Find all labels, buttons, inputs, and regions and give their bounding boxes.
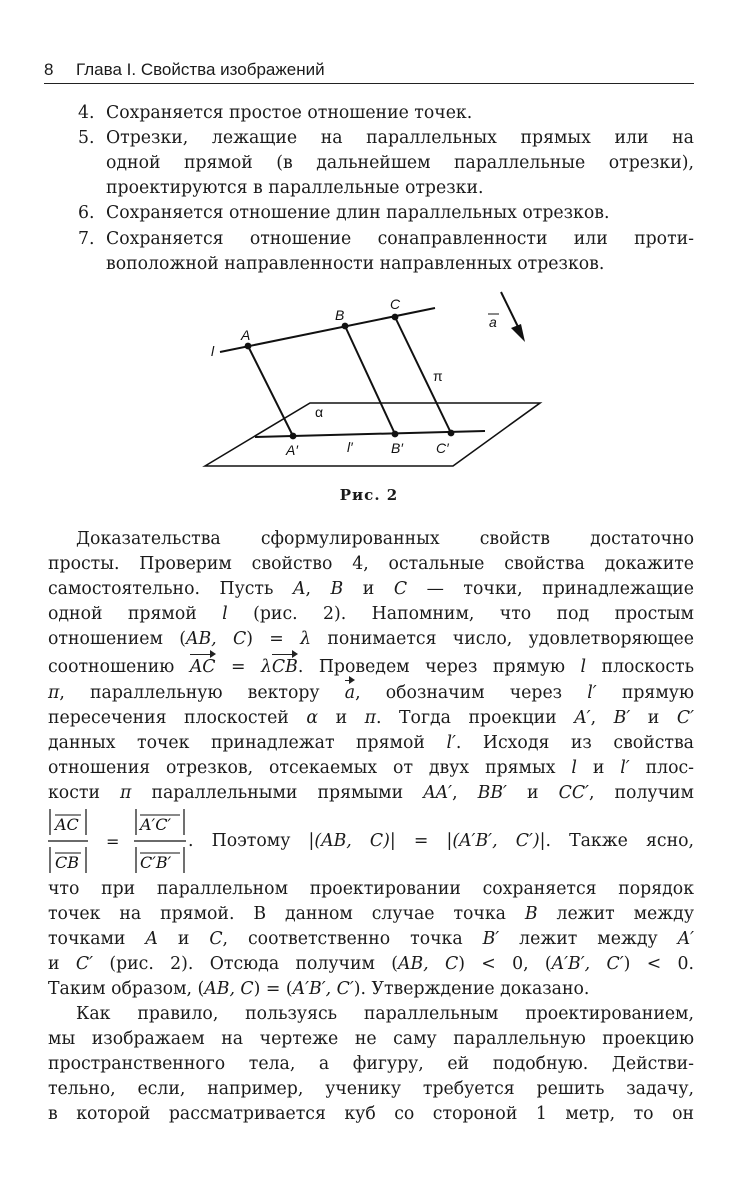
- line-l: [220, 308, 435, 352]
- list-item-5-line: проектируются в параллельные отрезки.: [106, 178, 484, 198]
- paragraph-line: пространственного тела, а фигуру, ей подобную. Действи-: [48, 1054, 694, 1074]
- projection-AA: [248, 346, 293, 436]
- paragraph-line: точек на прямой. В данном случае точка B лежит между: [48, 904, 694, 924]
- label-pi: π: [433, 368, 443, 384]
- list-item-5-line: Отрезки, лежащие на параллельных прямых или на: [106, 128, 694, 148]
- label-l-prime: l′: [347, 439, 353, 455]
- label-l: l: [211, 343, 215, 359]
- paragraph-line: просты. Проверим свойство 4, остальные свойства докажите: [48, 554, 694, 574]
- point-C: [392, 314, 399, 321]
- list-item-7-line: воположной направленности направленных отрезков.: [106, 254, 605, 274]
- paragraph-line: соотношению AC = λCB. Проведем через прямую l плоскость: [48, 657, 694, 677]
- list-number: 7.: [78, 229, 95, 249]
- paragraph-line: кости π параллельными прямыми AA′, BB′ и CC′, получим: [48, 783, 694, 803]
- list-item-6-line: Сохраняется отношение длин параллельных отрезков.: [106, 203, 610, 223]
- label-alpha: α: [315, 404, 324, 420]
- paragraph-line: пересечения плоскостей α и π. Тогда проекции A′, B′ и C′: [48, 708, 694, 728]
- running-header: [44, 60, 694, 82]
- paragraph-line: π, параллельную вектору a, обозначим через l′ прямую: [48, 683, 694, 703]
- paragraph-line: самостоятельно. Пусть A, B и C — точки, принадлежащие: [48, 579, 694, 599]
- paragraph-line: данных точек принадлежат прямой l′. Исходя из свойства: [48, 733, 694, 753]
- paragraph-line: точками A и C, соответственно точка B′ лежит между A′: [48, 929, 694, 949]
- list-number: 5.: [78, 128, 95, 148]
- point-C-prime: [448, 430, 455, 437]
- paragraph-line: Таким образом, (AB, C) = (A′B′, C′). Утверждение доказано.: [48, 979, 590, 999]
- list-number: 4.: [78, 103, 95, 123]
- paragraph-line: Доказательства сформулированных свойств достаточно: [76, 529, 694, 549]
- numerator-AC: AC: [55, 815, 79, 834]
- paragraph-line: мы изображаем на чертеже не саму параллельную проекцию: [48, 1029, 694, 1049]
- paragraph-line: отношения отрезков, отсекаемых от двух прямых l и l′ плос-: [48, 758, 694, 778]
- figure-2-projection: [195, 290, 555, 480]
- paragraph-line: что при параллельном проектировании сохраняется порядок: [48, 879, 694, 899]
- vector-CB: CB: [271, 657, 298, 677]
- paragraph-line: одной прямой l (рис. 2). Напомним, что под простым: [48, 604, 694, 624]
- label-C: C: [390, 296, 401, 312]
- figure-caption: Рис. 2: [339, 486, 399, 504]
- list-item-7-line: Сохраняется отношение сонаправленности или проти-: [106, 229, 694, 249]
- label-B: B: [335, 307, 345, 323]
- vector-a-arrowhead: [511, 324, 525, 342]
- list-item-4-line: Сохраняется простое отношение точек.: [106, 103, 473, 123]
- formula-tail-text: . Поэтому |(AB, C)| = |(A′B′, C′)|. Также ясно,: [188, 831, 694, 851]
- point-B-prime: [392, 431, 399, 438]
- list-number: 6.: [78, 203, 95, 223]
- projection-BB: [345, 326, 395, 434]
- page-number: 8: [44, 60, 54, 79]
- paragraph-line: Как правило, пользуясь параллельным проектированием,: [76, 1004, 694, 1024]
- paragraph-line: и C′ (рис. 2). Отсюда получим (AB, C) < 0, (A′B′, C′) < 0.: [48, 954, 695, 974]
- chapter-title: Глава I. Свойства изображений: [76, 60, 325, 79]
- paragraph-line: в которой рассматривается куб со стороной 1 метр, то он: [48, 1104, 694, 1124]
- paragraph-line: отношением (AB, C) = λ понимается число, удовлетворяющее: [48, 629, 695, 649]
- denominator-C1B1: C′B′: [140, 853, 172, 872]
- label-B-prime: B′: [391, 440, 403, 456]
- label-vector-a: a: [489, 314, 497, 330]
- header-rule: [44, 83, 694, 84]
- equals-sign: =: [106, 832, 120, 851]
- label-A-prime: A′: [286, 442, 298, 458]
- label-C-prime: C′: [436, 440, 449, 456]
- denominator-CB: CB: [55, 853, 79, 872]
- ratio-formula: [48, 805, 694, 877]
- vector-AC: AC: [189, 657, 216, 677]
- point-A-prime: [290, 433, 297, 440]
- paragraph-line: тельно, если, например, ученику требуется решить задачу,: [48, 1079, 694, 1099]
- list-item-5-line: одной прямой (в дальнейшем параллельные отрезки),: [106, 153, 694, 173]
- vector-a: a: [344, 683, 356, 703]
- numerator-A1C1: A′C′: [140, 815, 172, 834]
- point-A: [245, 343, 252, 350]
- point-B: [342, 323, 349, 330]
- label-A: A: [241, 327, 251, 343]
